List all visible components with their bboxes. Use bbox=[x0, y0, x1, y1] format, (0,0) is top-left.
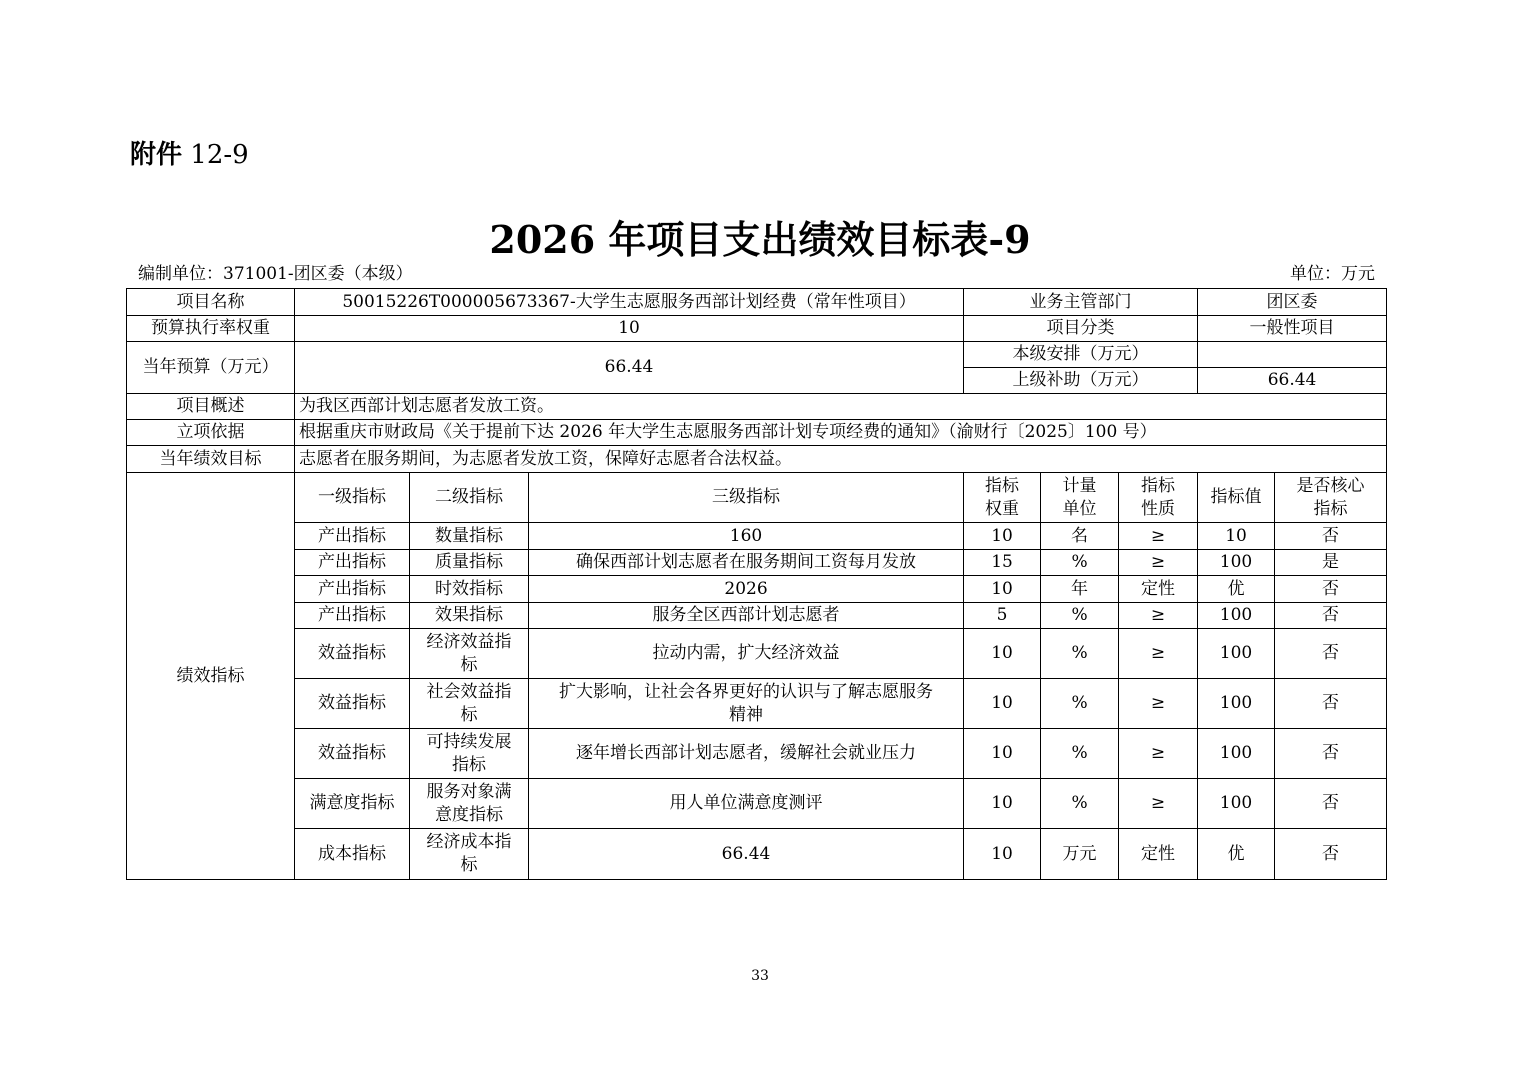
cell-unit: % bbox=[1041, 729, 1119, 779]
page-number: 33 bbox=[751, 968, 769, 984]
indicator-row bbox=[127, 829, 1387, 880]
indicator-row bbox=[127, 729, 1387, 779]
budget-label: 当年预算（万元） bbox=[127, 342, 295, 394]
overview-label: 项目概述 bbox=[127, 394, 295, 420]
cell-unit: % bbox=[1041, 679, 1119, 729]
attachment-number: 12-9 bbox=[190, 140, 249, 170]
cell-level2: 可持续发展 指标 bbox=[410, 729, 529, 779]
row-overview bbox=[127, 394, 1387, 420]
cell-weight: 10 bbox=[964, 576, 1041, 603]
cell-level3: 160 bbox=[529, 523, 964, 550]
row-budget bbox=[127, 342, 1387, 368]
indicator-row bbox=[127, 523, 1387, 550]
cell-level3: 用人单位满意度测评 bbox=[529, 779, 964, 829]
dept-label: 业务主管部门 bbox=[964, 289, 1198, 316]
cell-level1: 产出指标 bbox=[295, 603, 410, 629]
row-weight bbox=[127, 316, 1387, 342]
cell-weight: 10 bbox=[964, 629, 1041, 679]
cell-core: 否 bbox=[1275, 629, 1387, 679]
cell-level3: 2026 bbox=[529, 576, 964, 603]
attachment-word: 附件 bbox=[130, 140, 183, 170]
cell-unit: % bbox=[1041, 779, 1119, 829]
cell-core: 否 bbox=[1275, 729, 1387, 779]
header-value: 指标值 bbox=[1198, 473, 1275, 523]
cell-level2: 质量指标 bbox=[410, 550, 529, 576]
cell-level3: 确保西部计划志愿者在服务期间工资每月发放 bbox=[529, 550, 964, 576]
superior-label: 上级补助（万元） bbox=[964, 368, 1198, 394]
cell-level1: 产出指标 bbox=[295, 576, 410, 603]
cell-level2: 时效指标 bbox=[410, 576, 529, 603]
cell-level3: 拉动内需，扩大经济效益 bbox=[529, 629, 964, 679]
cell-level2: 服务对象满 意度指标 bbox=[410, 779, 529, 829]
cell-level1: 产出指标 bbox=[295, 523, 410, 550]
cell-level3: 扩大影响，让社会各界更好的认识与了解志愿服务 精神 bbox=[529, 679, 964, 729]
cell-level3: 服务全区西部计划志愿者 bbox=[529, 603, 964, 629]
cell-level2: 经济成本指 标 bbox=[410, 829, 529, 880]
header-nature: 指标 性质 bbox=[1119, 473, 1198, 523]
cell-core: 否 bbox=[1275, 603, 1387, 629]
cell-weight: 10 bbox=[964, 829, 1041, 880]
page-title: 2026 年项目支出绩效目标表-9 bbox=[489, 217, 1031, 262]
weight-value: 10 bbox=[295, 316, 964, 342]
indicator-row bbox=[127, 779, 1387, 829]
local-label: 本级安排（万元） bbox=[964, 342, 1198, 368]
cell-level1: 成本指标 bbox=[295, 829, 410, 880]
indicator-header-row bbox=[127, 473, 1387, 523]
header-weight: 指标 权重 bbox=[964, 473, 1041, 523]
cell-value: 优 bbox=[1198, 576, 1275, 603]
row-goal bbox=[127, 446, 1387, 473]
cell-level1: 效益指标 bbox=[295, 679, 410, 729]
header-level1: 一级指标 bbox=[295, 473, 410, 523]
goal-label: 当年绩效目标 bbox=[127, 446, 295, 473]
attachment-label bbox=[130, 138, 249, 172]
cell-unit: % bbox=[1041, 629, 1119, 679]
cell-value: 优 bbox=[1198, 829, 1275, 880]
dept-value: 团区委 bbox=[1198, 289, 1387, 316]
indicator-row bbox=[127, 550, 1387, 576]
local-value bbox=[1198, 342, 1387, 368]
basis-value: 根据重庆市财政局《关于提前下达 2026 年大学生志愿服务西部计划专项经费的通知》（渝财行〔2025〕100 号） bbox=[295, 420, 1387, 446]
cell-nature: 定性 bbox=[1119, 576, 1198, 603]
cell-unit: 年 bbox=[1041, 576, 1119, 603]
header-core: 是否核心 指标 bbox=[1275, 473, 1387, 523]
cell-level3: 66.44 bbox=[529, 829, 964, 880]
superior-value: 66.44 bbox=[1198, 368, 1387, 394]
cell-core: 否 bbox=[1275, 523, 1387, 550]
cell-nature: ≥ bbox=[1119, 779, 1198, 829]
overview-value: 为我区西部计划志愿者发放工资。 bbox=[295, 394, 1387, 420]
indicator-row bbox=[127, 603, 1387, 629]
weight-label: 预算执行率权重 bbox=[127, 316, 295, 342]
header-level2: 二级指标 bbox=[410, 473, 529, 523]
cell-nature: ≥ bbox=[1119, 523, 1198, 550]
cell-weight: 5 bbox=[964, 603, 1041, 629]
cell-nature: ≥ bbox=[1119, 729, 1198, 779]
category-label: 项目分类 bbox=[964, 316, 1198, 342]
cell-core: 否 bbox=[1275, 576, 1387, 603]
cell-level2: 效果指标 bbox=[410, 603, 529, 629]
compiling-unit: 编制单位：371001-团区委（本级） bbox=[138, 264, 413, 284]
project-name-label: 项目名称 bbox=[127, 289, 295, 316]
cell-value: 100 bbox=[1198, 603, 1275, 629]
cell-core: 否 bbox=[1275, 679, 1387, 729]
indicator-row bbox=[127, 576, 1387, 603]
goal-value: 志愿者在服务期间，为志愿者发放工资，保障好志愿者合法权益。 bbox=[295, 446, 1387, 473]
performance-target-table bbox=[126, 288, 1387, 880]
cell-core: 否 bbox=[1275, 779, 1387, 829]
cell-level1: 效益指标 bbox=[295, 629, 410, 679]
cell-weight: 10 bbox=[964, 523, 1041, 550]
indicator-row bbox=[127, 679, 1387, 729]
cell-level1: 满意度指标 bbox=[295, 779, 410, 829]
cell-nature: ≥ bbox=[1119, 679, 1198, 729]
header-level3: 三级指标 bbox=[529, 473, 964, 523]
cell-weight: 10 bbox=[964, 729, 1041, 779]
cell-level2: 经济效益指 标 bbox=[410, 629, 529, 679]
cell-value: 100 bbox=[1198, 679, 1275, 729]
cell-level1: 产出指标 bbox=[295, 550, 410, 576]
budget-value: 66.44 bbox=[295, 342, 964, 394]
indicator-section-label: 绩效指标 bbox=[127, 473, 295, 880]
cell-value: 10 bbox=[1198, 523, 1275, 550]
cell-nature: ≥ bbox=[1119, 550, 1198, 576]
cell-level3: 逐年增长西部计划志愿者，缓解社会就业压力 bbox=[529, 729, 964, 779]
cell-core: 是 bbox=[1275, 550, 1387, 576]
cell-core: 否 bbox=[1275, 829, 1387, 880]
cell-value: 100 bbox=[1198, 779, 1275, 829]
cell-nature: 定性 bbox=[1119, 829, 1198, 880]
currency-unit: 单位：万元 bbox=[1290, 264, 1375, 284]
cell-weight: 10 bbox=[964, 779, 1041, 829]
category-value: 一般性项目 bbox=[1198, 316, 1387, 342]
cell-value: 100 bbox=[1198, 629, 1275, 679]
row-project-name bbox=[127, 289, 1387, 316]
header-unit: 计量 单位 bbox=[1041, 473, 1119, 523]
cell-unit: % bbox=[1041, 550, 1119, 576]
cell-level1: 效益指标 bbox=[295, 729, 410, 779]
indicator-row bbox=[127, 629, 1387, 679]
cell-weight: 15 bbox=[964, 550, 1041, 576]
cell-level2: 社会效益指 标 bbox=[410, 679, 529, 729]
basis-label: 立项依据 bbox=[127, 420, 295, 446]
row-basis bbox=[127, 420, 1387, 446]
cell-value: 100 bbox=[1198, 729, 1275, 779]
cell-unit: 万元 bbox=[1041, 829, 1119, 880]
cell-weight: 10 bbox=[964, 679, 1041, 729]
cell-unit: % bbox=[1041, 603, 1119, 629]
cell-value: 100 bbox=[1198, 550, 1275, 576]
cell-nature: ≥ bbox=[1119, 603, 1198, 629]
cell-unit: 名 bbox=[1041, 523, 1119, 550]
cell-nature: ≥ bbox=[1119, 629, 1198, 679]
cell-level2: 数量指标 bbox=[410, 523, 529, 550]
project-name-value: 50015226T000005673367-大学生志愿服务西部计划经费（常年性项目） bbox=[295, 289, 964, 316]
